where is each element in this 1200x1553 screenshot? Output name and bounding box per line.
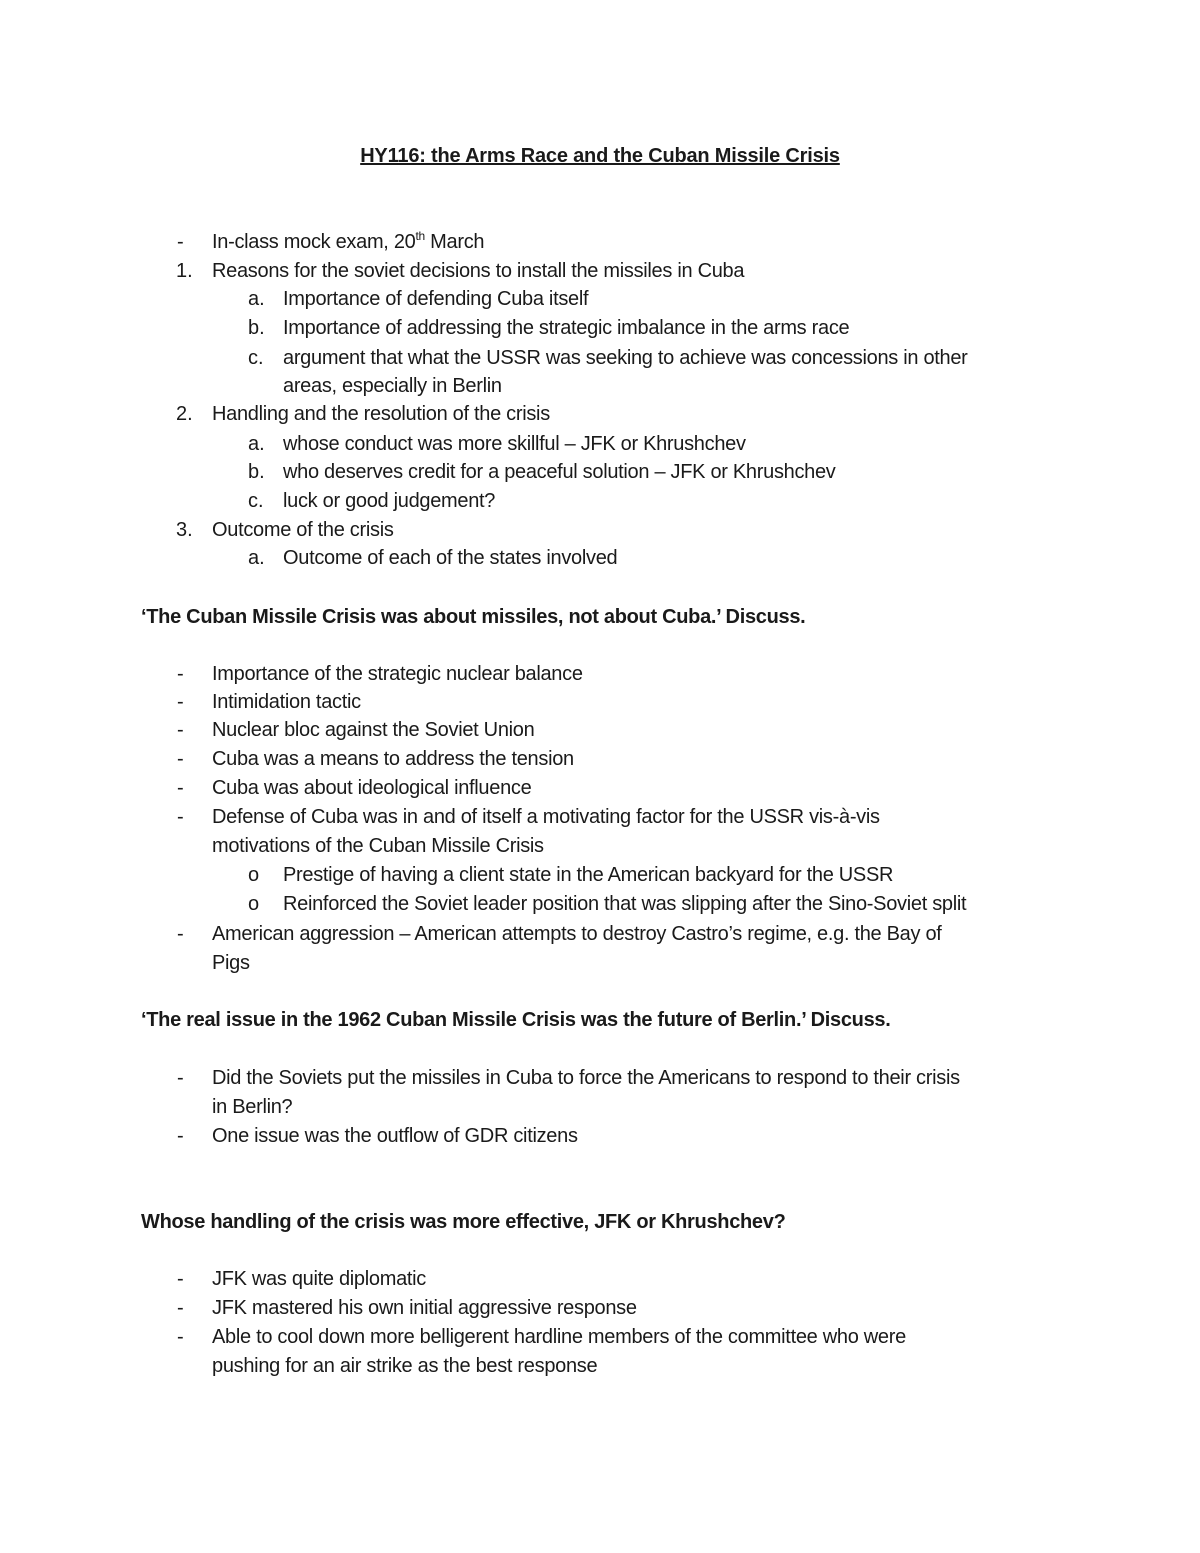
list-item: Intimidation tactic [212,691,361,713]
list-item-continued: pushing for an air strike as the best response [212,1355,598,1377]
list-item: American aggression – American attempts to destroy Castro’s regime, e.g. the Bay of [212,923,942,945]
outline-item: Outcome of the crisis [212,519,394,541]
section-heading: ‘The real issue in the 1962 Cuban Missile Crisis was the future of Berlin.’ Discuss. [141,1009,891,1031]
outline-sub-marker: a. [248,547,265,569]
outline-sub-item: who deserves credit for a peaceful solution – JFK or Khrushchev [283,461,836,483]
outline-sub-marker: a. [248,288,265,310]
document-title: HY116: the Arms Race and the Cuban Missile Crisis [360,145,840,167]
outline-sub-marker: c. [248,347,264,369]
list-item: Able to cool down more belligerent hardline members of the committee who were [212,1326,906,1348]
list-marker: - [177,663,184,685]
intro-text: In-class mock exam, 20 [212,231,416,253]
outline-marker: 3. [176,519,193,541]
outline-sub-marker: b. [248,461,265,483]
list-item: Defense of Cuba was in and of itself a motivating factor for the USSR vis-à-vis [212,806,880,828]
intro-text-after: March [424,231,485,253]
outline-sub-item-continued: areas, especially in Berlin [283,375,502,397]
list-marker: - [177,1125,184,1147]
list-item: Cuba was about ideological influence [212,777,532,799]
outline-marker: 2. [176,403,193,425]
sub-list-marker: o [248,893,260,915]
sub-list-item: Prestige of having a client state in the American backyard for the USSR [283,864,894,886]
list-marker: - [177,1067,184,1089]
list-item: Did the Soviets put the missiles in Cuba to force the Americans to respond to their crisis [212,1067,960,1089]
outline-marker: 1. [176,260,193,282]
list-marker: - [177,923,184,945]
list-marker: - [177,1268,184,1290]
section-heading: Whose handling of the crisis was more effective, JFK or Khrushchev? [141,1211,786,1233]
list-item: Importance of the strategic nuclear balance [212,663,583,685]
list-marker: - [177,806,184,828]
outline-item: Handling and the resolution of the crisis [212,403,550,425]
outline-sub-marker: c. [248,490,264,512]
outline-sub-marker: b. [248,317,265,339]
list-marker: - [177,748,184,770]
list-marker: - [177,777,184,799]
list-item-continued: motivations of the Cuban Missile Crisis [212,835,544,857]
intro-line [212,228,484,257]
outline-sub-item: Importance of defending Cuba itself [283,288,589,310]
sub-list-item: Reinforced the Soviet leader position that was slipping after the Sino-Soviet split [283,893,967,915]
list-marker: - [177,719,184,741]
outline-sub-item: argument that what the USSR was seeking to achieve was concessions in other [283,347,968,369]
list-item: JFK was quite diplomatic [212,1268,427,1290]
outline-sub-item: Importance of addressing the strategic imbalance in the arms race [283,317,850,339]
outline-item: Reasons for the soviet decisions to install the missiles in Cuba [212,260,745,282]
outline-sub-item: luck or good judgement? [283,490,496,512]
list-item-continued: in Berlin? [212,1096,293,1118]
list-item: Cuba was a means to address the tension [212,748,574,770]
list-marker: - [177,1326,184,1348]
list-item: JFK mastered his own initial aggressive response [212,1297,637,1319]
list-marker: - [177,691,184,713]
list-marker: - [177,231,184,253]
outline-sub-marker: a. [248,433,265,455]
section-heading: ‘The Cuban Missile Crisis was about missiles, not about Cuba.’ Discuss. [141,606,806,628]
list-marker: - [177,1297,184,1319]
intro-superscript: th [415,229,425,243]
outline-sub-item: whose conduct was more skillful – JFK or Khrushchev [283,433,746,455]
sub-list-marker: o [248,864,260,886]
list-item-continued: Pigs [212,952,250,974]
list-item: Nuclear bloc against the Soviet Union [212,719,535,741]
outline-sub-item: Outcome of each of the states involved [283,547,618,569]
list-item: One issue was the outflow of GDR citizens [212,1125,578,1147]
